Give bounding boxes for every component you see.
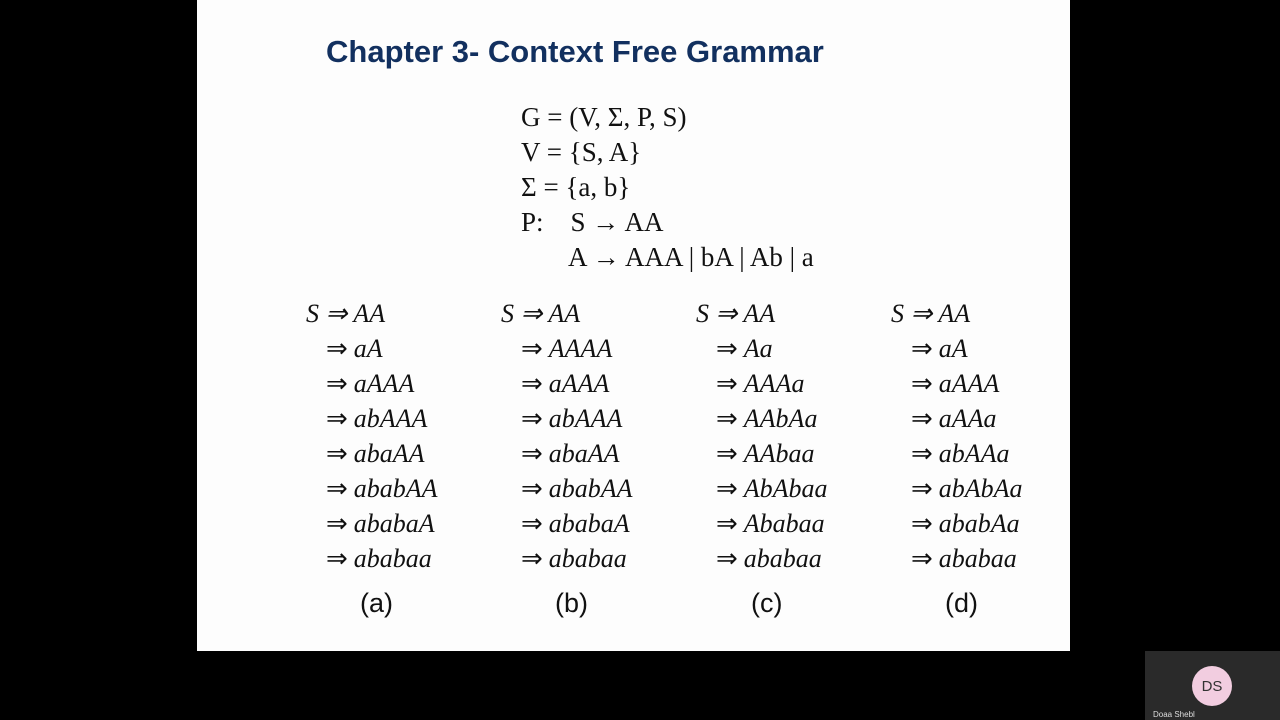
derivation-step: ⇒ AbAbaa <box>716 474 828 503</box>
derives-arrow: ⇒ <box>911 369 933 398</box>
derivation-label-d: (d) <box>945 588 978 618</box>
derivation-step: ⇒ Ababaa <box>716 509 825 538</box>
derivation-step: ⇒ abAbAa <box>911 474 1023 503</box>
derives-arrow: ⇒ <box>521 334 543 363</box>
derivation-step: ⇒ ababAa <box>911 509 1020 538</box>
participant-name: Doaa Shebl <box>1153 710 1195 719</box>
derivation-step: ⇒ aA <box>911 334 968 363</box>
derivation-step: ⇒ aAAa <box>911 404 997 433</box>
derives-arrow: ⇒ <box>521 509 543 538</box>
derivation-step: ⇒ AAAA <box>521 334 613 363</box>
derives-arrow: ⇒ <box>911 334 933 363</box>
derivation-step: ⇒ ababaa <box>911 544 1017 573</box>
grammar-line: A → AAA | bA | Ab | a <box>568 242 814 272</box>
derivation-step: ⇒ ababaa <box>326 544 432 573</box>
derivation-step: ⇒ AAbaa <box>716 439 815 468</box>
grammar-line: V = {S, A} <box>521 137 642 167</box>
derivation-step: ⇒ Aa <box>716 334 773 363</box>
derivation-step: S ⇒ AA <box>696 299 776 328</box>
derives-arrow: ⇒ <box>521 544 543 573</box>
derivation-d <box>891 296 1081 576</box>
derives-arrow: ⇒ <box>326 474 348 503</box>
derivation-step: ⇒ aAAA <box>521 369 610 398</box>
derivation-step: ⇒ abAAA <box>521 404 623 433</box>
derivation-step: ⇒ ababAA <box>326 474 438 503</box>
derives-arrow: ⇒ <box>716 439 738 468</box>
derivation-step: ⇒ abAAa <box>911 439 1010 468</box>
derives-arrow: ⇒ <box>716 544 738 573</box>
avatar: DS <box>1192 666 1232 706</box>
derives-arrow: ⇒ <box>716 404 738 433</box>
presentation-slide <box>197 0 1070 651</box>
derivation-label-b: (b) <box>555 588 588 618</box>
derivation-step: ⇒ ababaA <box>326 509 435 538</box>
derives-arrow: ⇒ <box>716 474 738 503</box>
derives-arrow: ⇒ <box>521 369 543 398</box>
derives-arrow: ⇒ <box>521 439 543 468</box>
derivation-step: ⇒ abaAA <box>326 439 425 468</box>
derivation-step: ⇒ abAAA <box>326 404 428 433</box>
grammar-line: Σ = {a, b} <box>521 172 631 202</box>
derivation-step: S ⇒ AA <box>501 299 581 328</box>
derivation-step: ⇒ AAAa <box>716 369 805 398</box>
derives-arrow: ⇒ <box>326 369 348 398</box>
derives-arrow: ⇒ <box>911 404 933 433</box>
derives-arrow: ⇒ <box>326 334 348 363</box>
derivation-step: ⇒ ababaA <box>521 509 630 538</box>
derivation-b <box>501 296 691 576</box>
derives-arrow: ⇒ <box>911 544 933 573</box>
derives-arrow: ⇒ <box>326 509 348 538</box>
derives-arrow: ⇒ <box>326 544 348 573</box>
derives-arrow: ⇒ <box>911 439 933 468</box>
derivation-step: ⇒ abaAA <box>521 439 620 468</box>
derivation-label-c: (c) <box>751 588 783 618</box>
derivation-step: S ⇒ AA <box>306 299 386 328</box>
derivation-step: ⇒ ababaa <box>716 544 822 573</box>
grammar-definition <box>521 100 814 275</box>
derives-arrow: ⇒ <box>716 334 738 363</box>
derives-arrow: ⇒ <box>911 474 933 503</box>
derives-arrow: ⇒ <box>326 439 348 468</box>
derivation-label-a: (a) <box>360 588 393 618</box>
derivation-step: ⇒ AAbAa <box>716 404 818 433</box>
grammar-line: P: S → AA <box>521 207 664 237</box>
derivation-step: ⇒ ababAA <box>521 474 633 503</box>
participant-video-tile[interactable] <box>1145 651 1280 720</box>
derives-arrow: ⇒ <box>521 474 543 503</box>
derives-arrow: ⇒ <box>716 509 738 538</box>
grammar-line: G = (V, Σ, P, S) <box>521 102 687 132</box>
derivation-step: ⇒ aAAA <box>911 369 1000 398</box>
derives-arrow: ⇒ <box>911 509 933 538</box>
derivation-step: ⇒ ababaa <box>521 544 627 573</box>
slide-title: Chapter 3- Context Free Grammar <box>326 34 824 69</box>
derivation-step: ⇒ aAAA <box>326 369 415 398</box>
derives-arrow: ⇒ <box>521 404 543 433</box>
derivation-a <box>306 296 496 576</box>
derivation-step: S ⇒ AA <box>891 299 971 328</box>
derives-arrow: ⇒ <box>326 404 348 433</box>
derivation-c <box>696 296 886 576</box>
derivation-step: ⇒ aA <box>326 334 383 363</box>
derives-arrow: ⇒ <box>716 369 738 398</box>
